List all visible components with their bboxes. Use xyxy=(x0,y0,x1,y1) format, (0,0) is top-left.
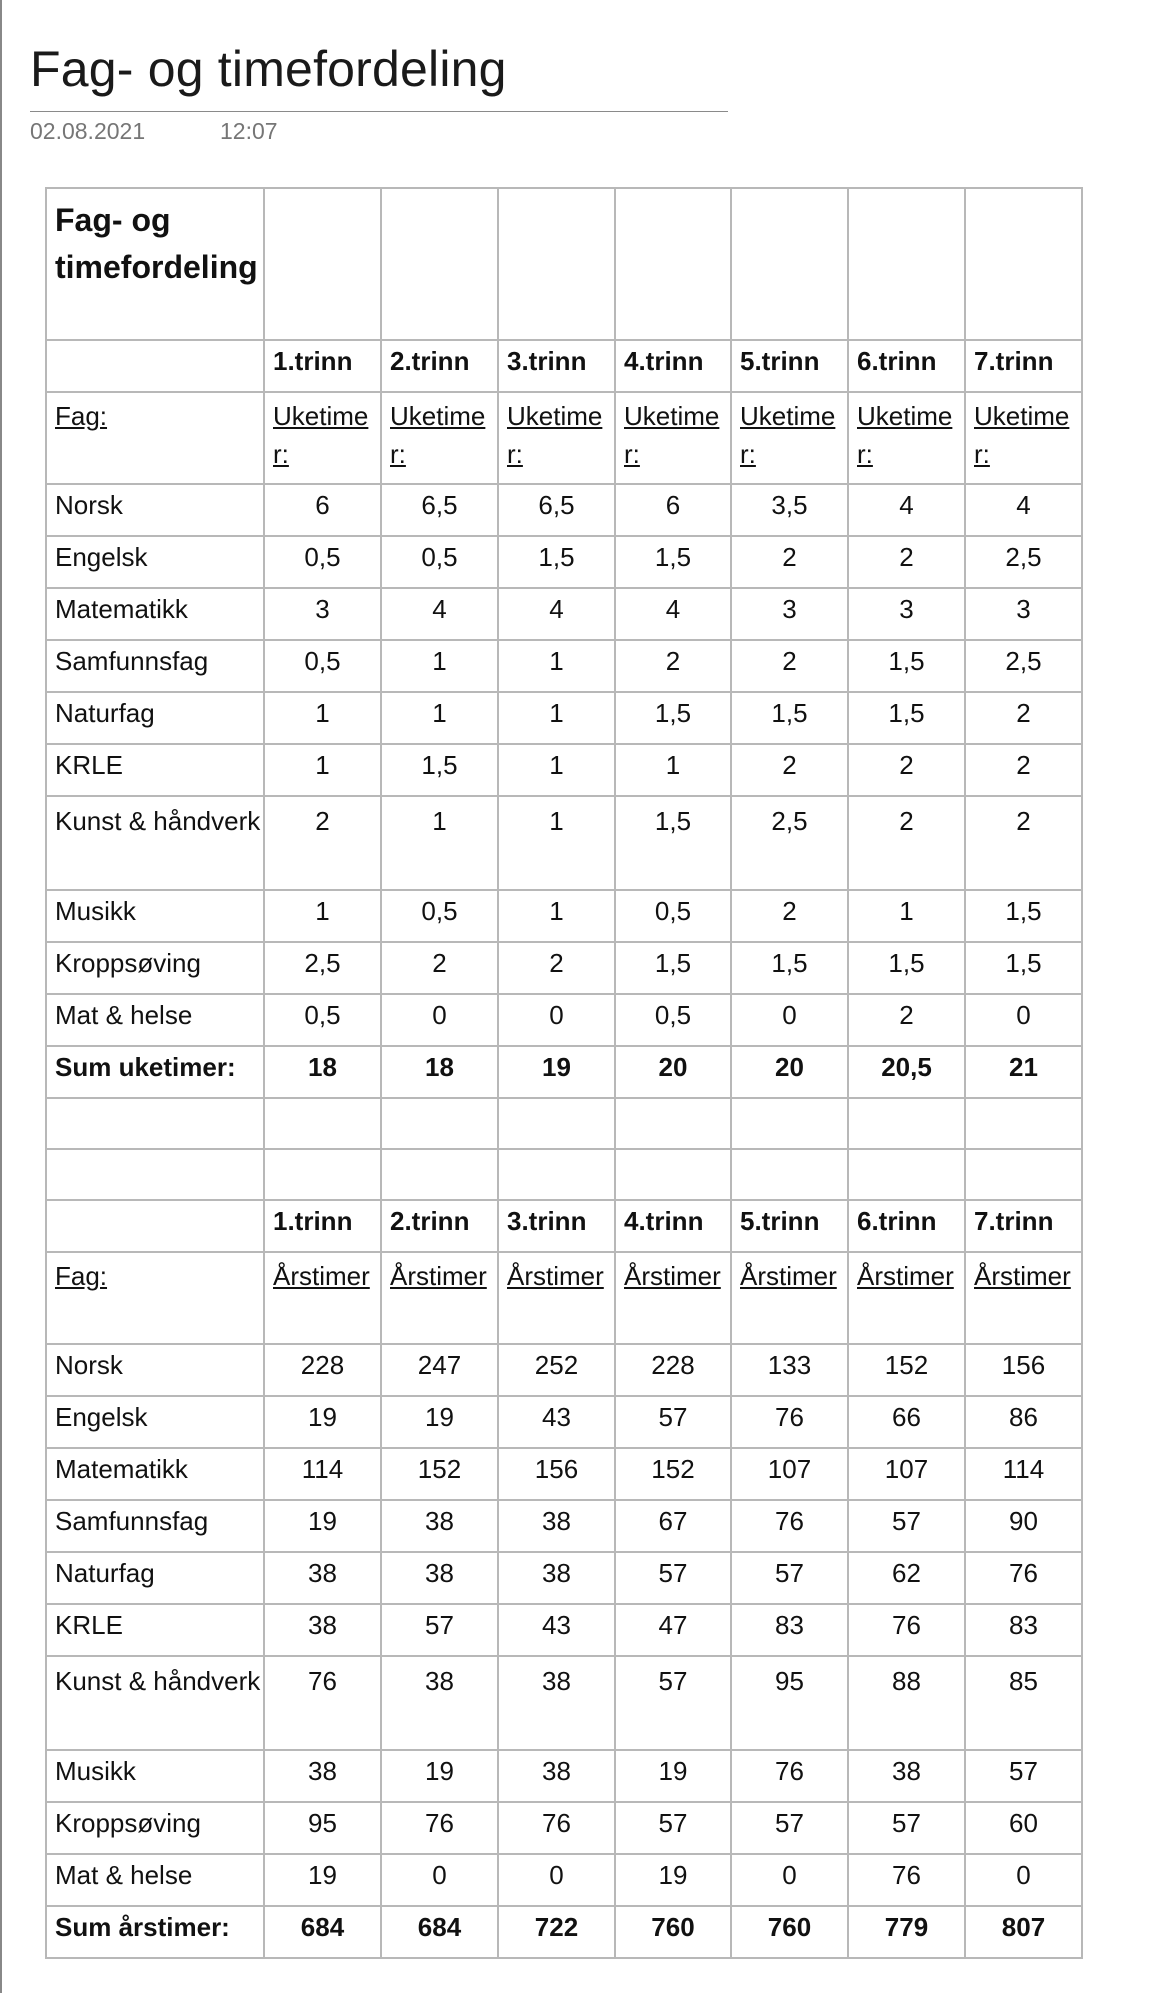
subject-cell: Mat & helse xyxy=(46,1854,264,1906)
value-cell: 2,5 xyxy=(965,640,1082,692)
table-row xyxy=(46,536,1082,588)
value-cell: 0 xyxy=(965,1854,1082,1906)
value-cell: 76 xyxy=(498,1802,615,1854)
value-cell: 76 xyxy=(965,1552,1082,1604)
value-cell: 76 xyxy=(731,1500,848,1552)
subject-cell: KRLE xyxy=(46,1604,264,1656)
weekly-sum-row xyxy=(46,1046,1082,1098)
subject-cell: Musikk xyxy=(46,890,264,942)
subject-cell: Norsk xyxy=(46,1344,264,1396)
subject-label-cell xyxy=(46,392,264,484)
value-cell: 2,5 xyxy=(731,796,848,890)
value-cell: 57 xyxy=(615,1396,731,1448)
value-cell: 76 xyxy=(264,1656,381,1750)
grade-header-cell: 2.trinn xyxy=(381,340,498,392)
subject-cell: Engelsk xyxy=(46,536,264,588)
value-cell: 95 xyxy=(731,1656,848,1750)
value-cell: 47 xyxy=(615,1604,731,1656)
value-cell: 76 xyxy=(731,1750,848,1802)
value-cell: 38 xyxy=(381,1552,498,1604)
grade-header-cell: 3.trinn xyxy=(498,340,615,392)
value-cell: 43 xyxy=(498,1604,615,1656)
value-cell: 1,5 xyxy=(615,536,731,588)
value-cell: 57 xyxy=(848,1500,965,1552)
grade-header-cell: 4.trinn xyxy=(615,340,731,392)
value-cell: 85 xyxy=(965,1656,1082,1750)
unit-label-cell xyxy=(498,1252,615,1344)
value-cell: 2,5 xyxy=(965,536,1082,588)
value-cell: 156 xyxy=(498,1448,615,1500)
table-title-row xyxy=(46,188,1082,340)
unit-label: Årstimer xyxy=(857,1261,954,1291)
value-cell: 1 xyxy=(264,890,381,942)
value-cell: 1 xyxy=(498,796,615,890)
unit-label: Årstimer xyxy=(974,1261,1071,1291)
subject-cell: Kroppsøving xyxy=(46,942,264,994)
value-cell: 1 xyxy=(264,692,381,744)
value-cell: 2 xyxy=(731,890,848,942)
value-cell: 6,5 xyxy=(381,484,498,536)
value-cell: 0 xyxy=(731,994,848,1046)
value-cell: 3,5 xyxy=(731,484,848,536)
table-row xyxy=(46,796,1082,890)
empty-cell xyxy=(381,1098,498,1149)
value-cell: 0,5 xyxy=(615,890,731,942)
value-cell: 57 xyxy=(381,1604,498,1656)
empty-cell xyxy=(965,1098,1082,1149)
sum-cell: 20 xyxy=(731,1046,848,1098)
grade-header-blank xyxy=(46,1200,264,1252)
unit-label: Uketimer: xyxy=(273,401,369,469)
value-cell: 2 xyxy=(381,942,498,994)
value-cell: 1,5 xyxy=(731,942,848,994)
value-cell: 86 xyxy=(965,1396,1082,1448)
unit-label-cell xyxy=(848,392,965,484)
empty-cell xyxy=(731,1098,848,1149)
value-cell: 1 xyxy=(264,744,381,796)
value-cell: 152 xyxy=(381,1448,498,1500)
value-cell: 2 xyxy=(731,536,848,588)
unit-label-cell xyxy=(965,392,1082,484)
title-divider xyxy=(30,111,728,112)
table-row xyxy=(46,1750,1082,1802)
value-cell: 83 xyxy=(965,1604,1082,1656)
value-cell: 60 xyxy=(965,1802,1082,1854)
value-cell: 228 xyxy=(264,1344,381,1396)
table-row xyxy=(46,1802,1082,1854)
value-cell: 6 xyxy=(615,484,731,536)
sum-cell: 760 xyxy=(615,1906,731,1958)
value-cell: 228 xyxy=(615,1344,731,1396)
value-cell: 38 xyxy=(264,1552,381,1604)
subject-cell: Musikk xyxy=(46,1750,264,1802)
value-cell: 1,5 xyxy=(615,692,731,744)
value-cell: 90 xyxy=(965,1500,1082,1552)
value-cell: 1,5 xyxy=(848,942,965,994)
value-cell: 2 xyxy=(848,744,965,796)
unit-label: Årstimer xyxy=(740,1261,837,1291)
unit-label-cell xyxy=(848,1252,965,1344)
sum-cell: 18 xyxy=(381,1046,498,1098)
table-row xyxy=(46,1552,1082,1604)
subject-cell: Kunst & håndverk xyxy=(46,1656,264,1750)
value-cell: 57 xyxy=(731,1552,848,1604)
value-cell: 19 xyxy=(264,1854,381,1906)
value-cell: 1 xyxy=(498,692,615,744)
value-cell: 0 xyxy=(498,1854,615,1906)
grade-header-cell: 6.trinn xyxy=(848,340,965,392)
grade-header-cell: 5.trinn xyxy=(731,340,848,392)
value-cell: 114 xyxy=(264,1448,381,1500)
value-cell: 38 xyxy=(498,1750,615,1802)
value-cell: 76 xyxy=(848,1604,965,1656)
unit-label: Uketimer: xyxy=(974,401,1070,469)
table-row xyxy=(46,484,1082,536)
grade-header-cell: 1.trinn xyxy=(264,1200,381,1252)
empty-cell xyxy=(46,1149,264,1200)
unit-label: Årstimer xyxy=(624,1261,721,1291)
value-cell: 1 xyxy=(498,890,615,942)
value-cell: 2 xyxy=(731,640,848,692)
sum-cell: 760 xyxy=(731,1906,848,1958)
table-row xyxy=(46,640,1082,692)
value-cell: 43 xyxy=(498,1396,615,1448)
value-cell: 1 xyxy=(615,744,731,796)
value-cell: 19 xyxy=(381,1396,498,1448)
value-cell: 19 xyxy=(264,1500,381,1552)
empty-cell xyxy=(264,1149,381,1200)
subject-cell: Kroppsøving xyxy=(46,1802,264,1854)
sum-cell: 20 xyxy=(615,1046,731,1098)
subject-cell: Kunst & håndverk xyxy=(46,796,264,890)
value-cell: 66 xyxy=(848,1396,965,1448)
unit-label: Årstimer xyxy=(273,1261,370,1291)
table-title: Fag- og timefordeling xyxy=(55,202,258,285)
value-cell: 3 xyxy=(264,588,381,640)
value-cell: 19 xyxy=(381,1750,498,1802)
empty-cell xyxy=(848,1149,965,1200)
value-cell: 83 xyxy=(731,1604,848,1656)
value-cell: 67 xyxy=(615,1500,731,1552)
subject-label: Fag: xyxy=(55,401,108,431)
table-row xyxy=(46,1448,1082,1500)
value-cell: 4 xyxy=(848,484,965,536)
value-cell: 38 xyxy=(381,1656,498,1750)
unit-label-cell xyxy=(965,1252,1082,1344)
value-cell: 2 xyxy=(848,796,965,890)
annual-grade-header-row xyxy=(46,1200,1082,1252)
unit-label-cell xyxy=(381,1252,498,1344)
value-cell: 0,5 xyxy=(615,994,731,1046)
value-cell: 1,5 xyxy=(615,942,731,994)
grade-header-cell: 6.trinn xyxy=(848,1200,965,1252)
subject-cell: KRLE xyxy=(46,744,264,796)
value-cell: 0,5 xyxy=(264,536,381,588)
grade-header-cell: 7.trinn xyxy=(965,1200,1082,1252)
value-cell: 156 xyxy=(965,1344,1082,1396)
value-cell: 107 xyxy=(731,1448,848,1500)
value-cell: 95 xyxy=(264,1802,381,1854)
empty-cell xyxy=(848,1098,965,1149)
value-cell: 152 xyxy=(615,1448,731,1500)
value-cell: 38 xyxy=(498,1500,615,1552)
sum-label-cell: Sum uketimer: xyxy=(46,1046,264,1098)
annual-unit-row xyxy=(46,1252,1082,1344)
sum-label-cell: Sum årstimer: xyxy=(46,1906,264,1958)
value-cell: 0,5 xyxy=(381,536,498,588)
value-cell: 3 xyxy=(731,588,848,640)
subject-cell: Mat & helse xyxy=(46,994,264,1046)
value-cell: 0 xyxy=(498,994,615,1046)
unit-label: Årstimer xyxy=(507,1261,604,1291)
value-cell: 76 xyxy=(381,1802,498,1854)
value-cell: 1,5 xyxy=(381,744,498,796)
value-cell: 2,5 xyxy=(264,942,381,994)
table-row xyxy=(46,1396,1082,1448)
sum-cell: 21 xyxy=(965,1046,1082,1098)
value-cell: 1,5 xyxy=(965,942,1082,994)
value-cell: 19 xyxy=(615,1854,731,1906)
unit-label-cell xyxy=(615,392,731,484)
grade-header-cell: 7.trinn xyxy=(965,340,1082,392)
unit-label-cell xyxy=(615,1252,731,1344)
value-cell: 19 xyxy=(264,1396,381,1448)
value-cell: 114 xyxy=(965,1448,1082,1500)
table-row xyxy=(46,1854,1082,1906)
value-cell: 0 xyxy=(381,1854,498,1906)
value-cell: 2 xyxy=(965,744,1082,796)
unit-label-cell xyxy=(731,392,848,484)
value-cell: 57 xyxy=(615,1656,731,1750)
value-cell: 1,5 xyxy=(848,692,965,744)
value-cell: 38 xyxy=(498,1552,615,1604)
sum-cell: 18 xyxy=(264,1046,381,1098)
value-cell: 252 xyxy=(498,1344,615,1396)
table-row xyxy=(46,994,1082,1046)
table-row xyxy=(46,1344,1082,1396)
value-cell: 3 xyxy=(965,588,1082,640)
unit-label: Uketimer: xyxy=(857,401,953,469)
value-cell: 57 xyxy=(848,1802,965,1854)
unit-label-cell xyxy=(264,392,381,484)
page-time: 12:07 xyxy=(220,118,278,144)
table-row xyxy=(46,692,1082,744)
value-cell: 0 xyxy=(731,1854,848,1906)
grade-header-cell: 1.trinn xyxy=(264,340,381,392)
table-title-cell xyxy=(46,188,264,340)
empty-cell xyxy=(498,1149,615,1200)
grade-header-cell: 2.trinn xyxy=(381,1200,498,1252)
value-cell: 6 xyxy=(264,484,381,536)
value-cell: 38 xyxy=(498,1656,615,1750)
unit-label-cell xyxy=(381,392,498,484)
value-cell: 1 xyxy=(498,744,615,796)
sum-cell: 807 xyxy=(965,1906,1082,1958)
subject-cell: Naturfag xyxy=(46,1552,264,1604)
unit-label: Årstimer xyxy=(390,1261,487,1291)
empty-cell xyxy=(731,1149,848,1200)
page-title: Fag- og timefordeling xyxy=(30,41,507,97)
value-cell: 76 xyxy=(848,1854,965,1906)
value-cell: 2 xyxy=(965,692,1082,744)
empty-cell xyxy=(381,1149,498,1200)
value-cell: 1 xyxy=(381,692,498,744)
subject-cell: Engelsk xyxy=(46,1396,264,1448)
value-cell: 6,5 xyxy=(498,484,615,536)
table-row xyxy=(46,1656,1082,1750)
unit-label-cell xyxy=(731,1252,848,1344)
value-cell: 1 xyxy=(381,640,498,692)
value-cell: 4 xyxy=(381,588,498,640)
value-cell: 57 xyxy=(731,1802,848,1854)
value-cell: 4 xyxy=(615,588,731,640)
value-cell: 57 xyxy=(615,1802,731,1854)
subject-cell: Matematikk xyxy=(46,1448,264,1500)
value-cell: 2 xyxy=(264,796,381,890)
value-cell: 2 xyxy=(848,994,965,1046)
unit-label: Uketimer: xyxy=(507,401,603,469)
value-cell: 2 xyxy=(848,536,965,588)
subject-cell: Naturfag xyxy=(46,692,264,744)
value-cell: 2 xyxy=(965,796,1082,890)
value-cell: 0,5 xyxy=(264,994,381,1046)
value-cell: 57 xyxy=(965,1750,1082,1802)
grade-header-cell: 5.trinn xyxy=(731,1200,848,1252)
value-cell: 88 xyxy=(848,1656,965,1750)
subject-label: Fag: xyxy=(55,1261,108,1291)
table-row xyxy=(46,890,1082,942)
table-row xyxy=(46,1500,1082,1552)
table-row xyxy=(46,588,1082,640)
sum-cell: 684 xyxy=(264,1906,381,1958)
unit-label: Uketimer: xyxy=(740,401,836,469)
unit-label: Uketimer: xyxy=(624,401,720,469)
sum-cell: 19 xyxy=(498,1046,615,1098)
table-row xyxy=(46,942,1082,994)
sum-cell: 722 xyxy=(498,1906,615,1958)
empty-cell xyxy=(615,1098,731,1149)
hours-table xyxy=(45,187,1083,1959)
subject-cell: Samfunnsfag xyxy=(46,1500,264,1552)
value-cell: 3 xyxy=(848,588,965,640)
empty-cell xyxy=(498,1098,615,1149)
grade-header-cell: 3.trinn xyxy=(498,1200,615,1252)
table-row xyxy=(46,1604,1082,1656)
value-cell: 76 xyxy=(731,1396,848,1448)
table-row xyxy=(46,744,1082,796)
unit-label-cell xyxy=(498,392,615,484)
sum-cell: 684 xyxy=(381,1906,498,1958)
unit-label: Uketimer: xyxy=(390,401,486,469)
value-cell: 4 xyxy=(498,588,615,640)
annual-sum-row xyxy=(46,1906,1082,1958)
subject-cell: Norsk xyxy=(46,484,264,536)
subject-label-cell xyxy=(46,1252,264,1344)
value-cell: 1 xyxy=(381,796,498,890)
subject-cell: Samfunnsfag xyxy=(46,640,264,692)
value-cell: 1,5 xyxy=(848,640,965,692)
value-cell: 0 xyxy=(381,994,498,1046)
value-cell: 1,5 xyxy=(731,692,848,744)
empty-cell xyxy=(965,1149,1082,1200)
value-cell: 152 xyxy=(848,1344,965,1396)
value-cell: 133 xyxy=(731,1344,848,1396)
empty-row xyxy=(46,1098,1082,1149)
value-cell: 1,5 xyxy=(965,890,1082,942)
value-cell: 2 xyxy=(731,744,848,796)
value-cell: 19 xyxy=(615,1750,731,1802)
grade-header-cell: 4.trinn xyxy=(615,1200,731,1252)
sum-cell: 779 xyxy=(848,1906,965,1958)
page-date: 02.08.2021 xyxy=(30,118,146,144)
grade-header-blank xyxy=(46,340,264,392)
value-cell: 38 xyxy=(264,1604,381,1656)
weekly-grade-header-row xyxy=(46,340,1082,392)
table-body xyxy=(46,188,1082,1958)
empty-row xyxy=(46,1149,1082,1200)
empty-cell xyxy=(46,1098,264,1149)
value-cell: 38 xyxy=(381,1500,498,1552)
value-cell: 2 xyxy=(615,640,731,692)
value-cell: 1 xyxy=(498,640,615,692)
value-cell: 38 xyxy=(848,1750,965,1802)
empty-cell xyxy=(264,1098,381,1149)
page-meta xyxy=(30,118,278,145)
value-cell: 0,5 xyxy=(381,890,498,942)
sum-cell: 20,5 xyxy=(848,1046,965,1098)
subject-cell: Matematikk xyxy=(46,588,264,640)
weekly-unit-row xyxy=(46,392,1082,484)
value-cell: 1,5 xyxy=(615,796,731,890)
value-cell: 38 xyxy=(264,1750,381,1802)
value-cell: 0,5 xyxy=(264,640,381,692)
value-cell: 2 xyxy=(498,942,615,994)
value-cell: 4 xyxy=(965,484,1082,536)
value-cell: 0 xyxy=(965,994,1082,1046)
unit-label-cell xyxy=(264,1252,381,1344)
value-cell: 1 xyxy=(848,890,965,942)
value-cell: 107 xyxy=(848,1448,965,1500)
value-cell: 1,5 xyxy=(498,536,615,588)
value-cell: 247 xyxy=(381,1344,498,1396)
value-cell: 62 xyxy=(848,1552,965,1604)
value-cell: 57 xyxy=(615,1552,731,1604)
empty-cell xyxy=(615,1149,731,1200)
